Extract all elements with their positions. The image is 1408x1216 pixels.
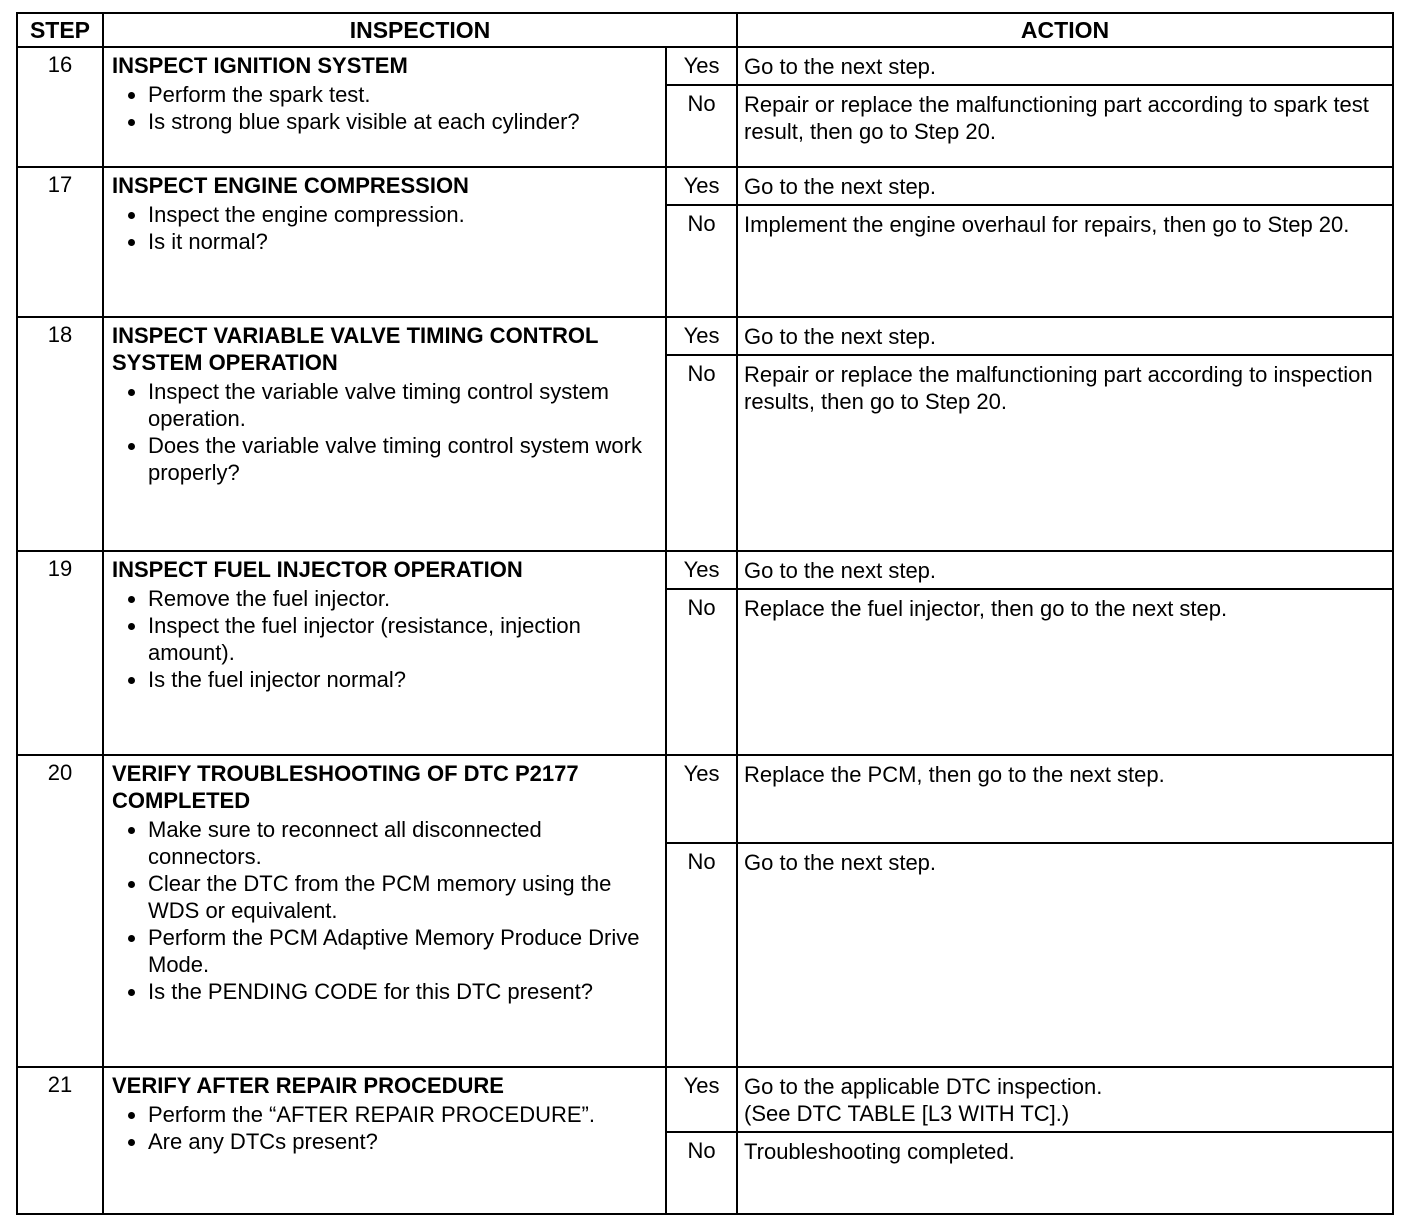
inspection-title: INSPECT VARIABLE VALVE TIMING CONTROL SYSTEM OPERATION xyxy=(112,323,599,375)
inspection-bullet: • Are any DTCs present? xyxy=(148,1128,657,1155)
answer-yes: Yes xyxy=(666,551,737,589)
step-number: 19 xyxy=(17,551,103,755)
answer-yes: Yes xyxy=(666,47,737,85)
yes-action: Go to the next step. xyxy=(737,47,1393,85)
inspection-title: VERIFY TROUBLESHOOTING OF DTC P2177 COMPLETED xyxy=(112,761,579,813)
inspection-bullet: • Is the fuel injector normal? xyxy=(148,666,657,693)
inspection-bullets xyxy=(112,816,657,1005)
answer-yes: Yes xyxy=(666,1067,737,1132)
inspection-bullets xyxy=(112,585,657,693)
header-action: ACTION xyxy=(737,13,1393,47)
step-number: 16 xyxy=(17,47,103,167)
inspection-bullet: • Is the PENDING CODE for this DTC present? xyxy=(148,978,657,1005)
no-action: Go to the next step. xyxy=(737,843,1393,1067)
inspection-cell xyxy=(103,317,666,551)
no-action: Repair or replace the malfunctioning part according to inspection results, then go to Step 20. xyxy=(737,355,1393,551)
table-row xyxy=(17,47,1393,85)
answer-no: No xyxy=(666,205,737,317)
answer-yes: Yes xyxy=(666,755,737,843)
no-action: Implement the engine overhaul for repairs, then go to Step 20. xyxy=(737,205,1393,317)
answer-no: No xyxy=(666,589,737,755)
inspection-bullet: • Inspect the fuel injector (resistance, injection amount). xyxy=(148,612,657,666)
yes-action: Go to the applicable DTC inspection. (See DTC TABLE [L3 WITH TC].) xyxy=(737,1067,1393,1132)
table-row xyxy=(17,551,1393,589)
answer-yes: Yes xyxy=(666,167,737,205)
inspection-table xyxy=(16,12,1394,1215)
inspection-bullet: • Make sure to reconnect all disconnected connectors. xyxy=(148,816,657,870)
table-row xyxy=(17,755,1393,843)
yes-action: Go to the next step. xyxy=(737,167,1393,205)
inspection-cell xyxy=(103,47,666,167)
inspection-title: INSPECT IGNITION SYSTEM xyxy=(112,53,408,78)
answer-no: No xyxy=(666,85,737,167)
inspection-bullets xyxy=(112,81,657,135)
answer-no: No xyxy=(666,843,737,1067)
inspection-bullets xyxy=(112,201,657,255)
inspection-cell xyxy=(103,1067,666,1214)
inspection-cell xyxy=(103,755,666,1067)
inspection-bullet: • Is it normal? xyxy=(148,228,657,255)
inspection-bullets xyxy=(112,378,657,486)
header-row xyxy=(17,13,1393,47)
yes-action: Go to the next step. xyxy=(737,551,1393,589)
inspection-bullet: • Perform the spark test. xyxy=(148,81,657,108)
table-row xyxy=(17,317,1393,355)
table-row xyxy=(17,1067,1393,1132)
header-inspection: INSPECTION xyxy=(103,13,737,47)
inspection-bullet: • Inspect the variable valve timing control system operation. xyxy=(148,378,657,432)
inspection-bullets xyxy=(112,1101,657,1155)
inspection-bullet: • Inspect the engine compression. xyxy=(148,201,657,228)
table-row xyxy=(17,167,1393,205)
yes-action: Replace the PCM, then go to the next step. xyxy=(737,755,1393,843)
yes-action: Go to the next step. xyxy=(737,317,1393,355)
inspection-cell xyxy=(103,551,666,755)
step-number: 17 xyxy=(17,167,103,317)
inspection-cell xyxy=(103,167,666,317)
inspection-title: INSPECT ENGINE COMPRESSION xyxy=(112,173,469,198)
inspection-bullet: • Does the variable valve timing control system work properly? xyxy=(148,432,657,486)
troubleshooting-document xyxy=(16,12,1392,1215)
inspection-bullet: • Is strong blue spark visible at each cylinder? xyxy=(148,108,657,135)
step-number: 20 xyxy=(17,755,103,1067)
no-action: Repair or replace the malfunctioning part according to spark test result, then go to Step 20. xyxy=(737,85,1393,167)
inspection-bullet: • Clear the DTC from the PCM memory using the WDS or equivalent. xyxy=(148,870,657,924)
inspection-title: INSPECT FUEL INJECTOR OPERATION xyxy=(112,557,523,582)
inspection-bullet: • Perform the “AFTER REPAIR PROCEDURE”. xyxy=(148,1101,657,1128)
no-action: Troubleshooting completed. xyxy=(737,1132,1393,1214)
answer-no: No xyxy=(666,355,737,551)
no-action: Replace the fuel injector, then go to the next step. xyxy=(737,589,1393,755)
answer-no: No xyxy=(666,1132,737,1214)
inspection-bullet: • Remove the fuel injector. xyxy=(148,585,657,612)
inspection-title: VERIFY AFTER REPAIR PROCEDURE xyxy=(112,1073,504,1098)
step-number: 18 xyxy=(17,317,103,551)
answer-yes: Yes xyxy=(666,317,737,355)
step-number: 21 xyxy=(17,1067,103,1214)
inspection-bullet: • Perform the PCM Adaptive Memory Produce Drive Mode. xyxy=(148,924,657,978)
header-step: STEP xyxy=(17,13,103,47)
